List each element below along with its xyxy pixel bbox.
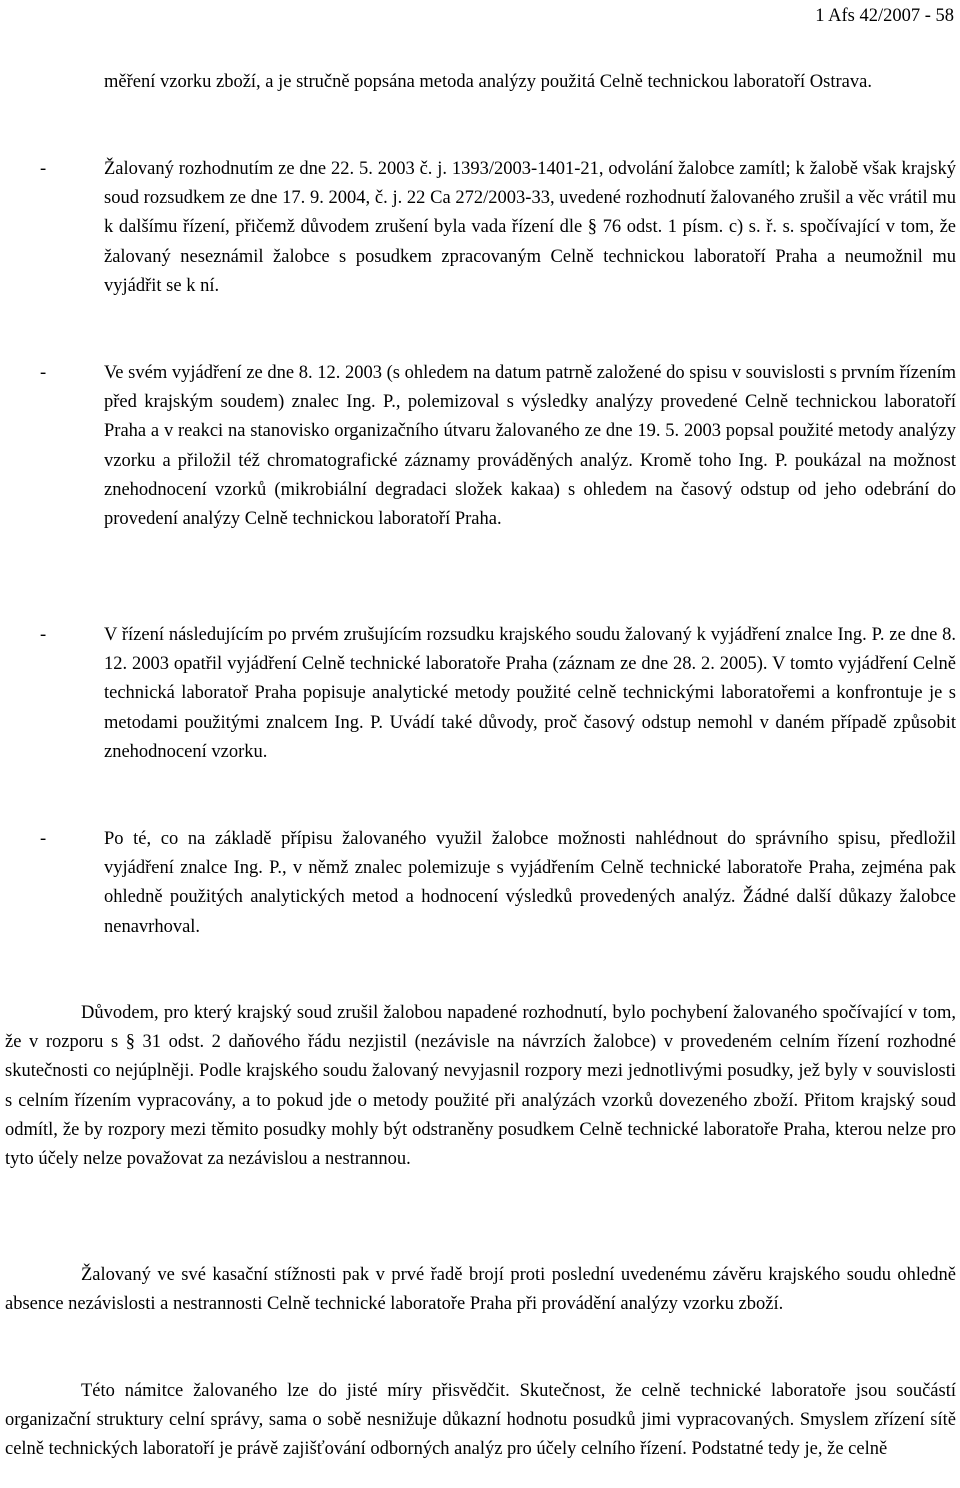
paragraph-court-reasoning: Důvodem, pro který krajský soud zrušil žalobou napadené rozhodnutí, bylo pochybení žalovaného spočívající v tom, že v rozporu s § 31 odst. 2 daňového řádu nezjistil (nezávisle na návrzích žalobce) v provedeném celním řízení rozhodné skutečnosti co nejúplněji. Podle krajského soudu žalovaný nevyjasnil rozpory mezi jednotlivými posudky, jež byly v souvislosti s celním řízením vypracovány, a to pokud jde o metody použité při analýzách vzorků dovezeného zboží. Přitom krajský soud odmítl, že by rozpory mezi těmito posudky mohly být odstraněny posudkem Celně technické laboratoře Praha, kterou nelze pro tyto účely nelze považovat za nezávislou a nestrannou. bbox=[5, 1003, 956, 1170]
page-reference: 1 Afs 42/2007 - 58 bbox=[815, 6, 954, 26]
bullet-item-expert-statement: Ve svém vyjádření ze dne 8. 12. 2003 (s ohledem na datum patrně založené do spisu v souvislosti s prvním řízením před krajským soudem) znalec Ing. P., polemizoval s výsledky analýzy provedené Celně technickou laboratoří Praha a v reakci na stanovisko organizačního útvaru žalovaného ze dne 19. 5. 2003 popsal použité metody analýzy vzorku a přiložil též chromatografické záznamy prováděných analýz. Kromě toho Ing. P. poukázal na možnost znehodnocení vzorků (mikrobiální degradaci složek kakaa) s ohledem na časový odstup od jeho odebrání do provedení analýzy Celně technickou laboratoří Praha. bbox=[104, 363, 956, 530]
bullet-dash: - bbox=[40, 159, 47, 179]
continuation-text: měření vzorku zboží, a je stručně popsána metoda analýzy použitá Celně technickou laboratoří Ostrava. bbox=[104, 72, 872, 92]
paragraph-cassation-complaint: Žalovaný ve své kasační stížnosti pak v prvé řadě brojí proti poslední uvedenému závěru krajského soudu ohledně absence nezávislosti a nestrannosti Celně technické laboratoře Praha při provádění analýzy vzorku zboží. bbox=[5, 1265, 956, 1315]
bullet-dash: - bbox=[40, 829, 47, 849]
bullet-dash: - bbox=[40, 363, 47, 383]
bullet-item-file-inspection: Po té, co na základě přípisu žalovaného využil žalobce možnosti nahlédnout do správního spisu, předložil vyjádření znalce Ing. P., v němž znalec polemizuje s vyjádřením Celně technické laboratoře Praha, zejména pak ohledně použitých analytických metod a hodnocení výsledků provedených analýz. Žádné další důkazy žalobce nenavrhoval. bbox=[104, 829, 956, 937]
bullet-item-lab-statement: V řízení následujícím po prvém zrušujícím rozsudku krajského soudu žalovaný k vyjádření znalce Ing. P. ze dne 8. 12. 2003 opatřil vyjádření Celně technické laboratoře Praha (záznam ze dne 28. 2. 2005). V tomto vyjádření Celně technická laboratoř Praha popisuje analytické metody použité celně technickými laboratořemi a konfrontuje je s metodami použitými znalcem Ing. P. Uvádí také důvody, proč časový odstup nemohl v daném případě způsobit znehodnocení vzorku. bbox=[104, 625, 956, 762]
paragraph-objection-assessment: Této námitce žalovaného lze do jisté míry přisvědčit. Skutečnost, že celně technické laboratoře jsou součástí organizační struktury celní správy, sama o sobě nesnižuje důkazní hodnotu posudků jimi vypracovaných. Smyslem zřízení sítě celně technických laboratoří je právě zajišťování odborných analýz pro účely celního řízení. Podstatné tedy je, že celně bbox=[5, 1381, 956, 1460]
bullet-dash: - bbox=[40, 625, 47, 645]
bullet-item-appeal-rejected: Žalovaný rozhodnutím ze dne 22. 5. 2003 č. j. 1393/2003-1401-21, odvolání žalobce zamítl; k žalobě však krajský soud rozsudkem ze dne 17. 9. 2004, č. j. 22 Ca 272/2003-33, uvedené rozhodnutí žalovaného zrušil a věc vrátil mu k dalšímu řízení, přičemž důvodem zrušení byla vada řízení dle § 76 odst. 1 písm. c) s. ř. s. spočívající v tom, že žalovaný neseznámil žalobce s posudkem zpracovaným Celně technickou laboratoří Praha a neumožnil mu vyjádřit se k ní. bbox=[104, 159, 956, 296]
